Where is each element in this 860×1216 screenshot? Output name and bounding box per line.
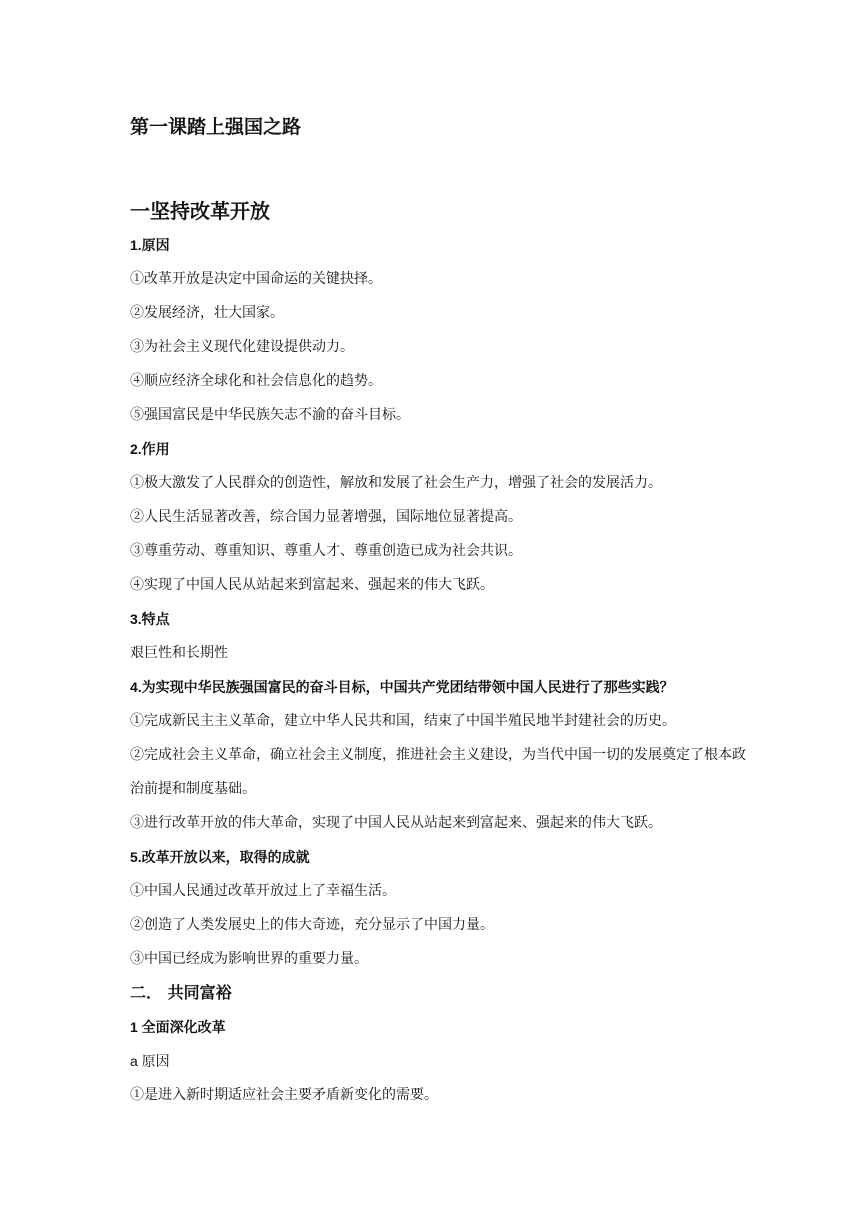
reason-item: ③为社会主义现代化建设提供动力。 [130,339,354,355]
practice-heading: 4.为实现中华民族强国富民的奋斗目标，中国共产党团结带领中国人民进行了那些实践？ [130,679,674,695]
achievement-item: ③中国已经成为影响世界的重要力量。 [130,951,368,967]
effect-item: ④实现了中国人民从站起来到富起来、强起来的伟大飞跃。 [130,577,494,593]
effect-heading: 2.作用 [130,441,170,457]
effect-item: ②人民生活显著改善，综合国力显著增强，国际地位显著提高。 [130,509,522,525]
practice-item: ①完成新民主主义革命，建立中华人民共和国，结束了中国半殖民地半封建社会的历史。 [130,713,676,729]
feature-text: 艰巨性和长期性 [130,645,228,661]
deepen-reason-label: a 原因 [130,1053,170,1069]
deepen-item: ①是进入新时期适应社会主要矛盾新变化的需要。 [130,1087,438,1103]
spacer [130,144,750,194]
achievement-item: ②创造了人类发展史上的伟大奇迹，充分显示了中国力量。 [130,917,494,933]
feature-heading: 3.特点 [130,611,170,627]
section-2-heading: 二． 共同富裕 [130,983,232,1002]
effect-item: ③尊重劳动、尊重知识、尊重人才、尊重创造已成为社会共识。 [130,543,522,559]
document-title: 第一课踏上强国之路 [130,116,302,138]
document-page [130,110,750,1112]
effect-item: ①极大激发了人民群众的创造性，解放和发展了社会生产力，增强了社会的发展活力。 [130,475,662,491]
reason-item: ④顺应经济全球化和社会信息化的趋势。 [130,373,382,389]
reason-item: ⑤强国富民是中华民族矢志不渝的奋斗目标。 [130,407,410,423]
practice-item: ③进行改革开放的伟大革命，实现了中国人民从站起来到富起来、强起来的伟大飞跃。 [130,815,662,831]
achievement-heading: 5.改革开放以来，取得的成就 [130,849,310,865]
deepen-heading: 1 全面深化改革 [130,1019,226,1035]
reason-heading: 1.原因 [130,237,170,253]
reason-item: ②发展经济，壮大国家。 [130,305,284,321]
achievement-item: ①中国人民通过改革开放过上了幸福生活。 [130,883,396,899]
reason-item: ①改革开放是决定中国命运的关键抉择。 [130,271,382,287]
practice-item: ②完成社会主义革命，确立社会主义制度，推进社会主义建设，为当代中国一切的发展奠定了根本政治前提和制度基础。 [130,747,746,797]
section-1-heading: 一坚持改革开放 [130,199,270,223]
